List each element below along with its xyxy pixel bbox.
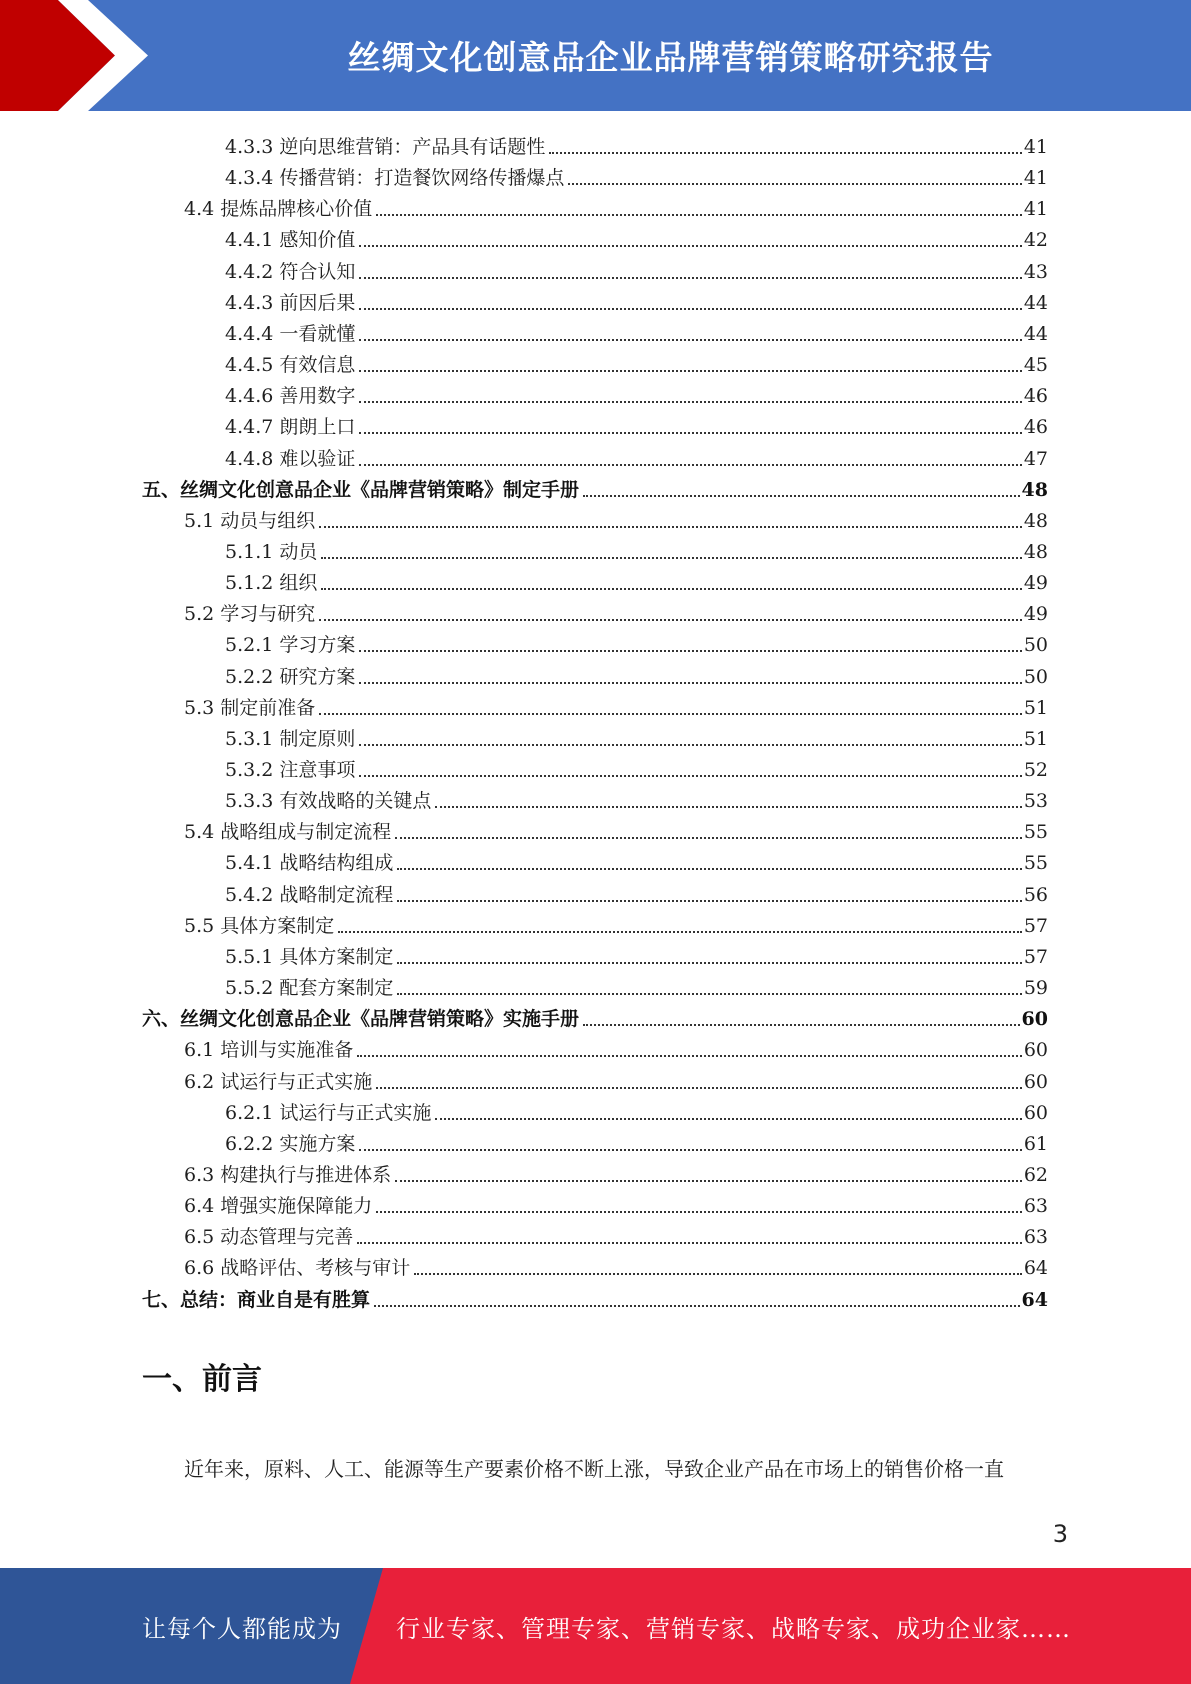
toc-dot-leader [435,1118,1021,1120]
toc-entry-page: 64 [1023,1257,1048,1280]
page-number: 3 [1052,1520,1068,1548]
toc-entry-number: 4.4.7 [225,416,274,439]
toc-entry-title: 有效战略的关键点 [279,790,432,813]
toc-entry-page: 57 [1023,914,1048,937]
toc-dot-leader [397,993,1021,995]
toc-entry-number: 5.1.1 [225,540,274,563]
toc-dot-leader [359,277,1021,279]
toc-entry-title: 战略组成与制定流程 [220,821,392,844]
toc-entry-title: 战略制定流程 [279,883,394,906]
toc-entry-number: 5.4.1 [225,852,274,875]
toc-entry[interactable] [184,1249,1048,1280]
toc-entry-number: 5.4.2 [225,883,274,906]
toc-entry-page: 55 [1023,852,1048,875]
toc-entry[interactable] [225,346,1048,377]
toc-entry-page: 41 [1023,167,1048,190]
toc-entry-page: 64 [1021,1288,1048,1311]
toc-entry-number: 六、 [142,1008,181,1031]
toc-entry[interactable] [184,1156,1048,1187]
toc-entry-title: 试运行与正式实施 [279,1101,432,1124]
toc-dot-leader [376,214,1022,216]
toc-entry-number: 4.4 [184,198,215,221]
toc-dot-leader [414,1273,1022,1275]
section-heading: 一、前言 [142,1362,262,1397]
toc-dot-leader [359,650,1021,652]
toc-entry-number: 4.4.8 [225,447,274,470]
toc-dot-leader [359,1149,1021,1151]
toc-entry[interactable] [184,813,1048,844]
toc-entry-title: 总结：商业自是有胜算 [180,1288,371,1311]
toc-entry-number: 5.5.1 [225,945,274,968]
toc-dot-leader [321,557,1021,559]
toc-entry-title: 动态管理与完善 [220,1226,354,1249]
toc-dot-leader [376,1211,1022,1213]
toc-dot-leader [395,1180,1022,1182]
toc-entry-number: 6.2.2 [225,1132,274,1155]
toc-entry-title: 学习与研究 [220,603,316,626]
toc-entry[interactable] [225,720,1048,751]
toc-entry-number: 5.4 [184,821,215,844]
toc-entry-page: 41 [1023,136,1048,158]
toc-entry[interactable] [225,938,1048,969]
toc-entry-page: 59 [1023,977,1048,1000]
toc-entry-page: 63 [1023,1195,1048,1218]
toc-entry-title: 组织 [279,572,318,595]
toc-entry-page: 50 [1023,634,1048,657]
toc-entry-page: 60 [1021,1008,1048,1031]
toc-entry-number: 5.3.1 [225,727,274,750]
body-paragraph: 近年来，原料、人工、能源等生产要素价格不断上涨，导致企业产品在市场上的销售价格一直 [184,1457,1004,1481]
toc-entry-page: 46 [1023,416,1048,439]
toc-entry-number: 5.3.3 [225,790,274,813]
toc-entry[interactable] [142,1000,1048,1031]
toc-entry-number: 五、 [142,478,181,501]
toc-dot-leader [568,183,1021,185]
toc-dot-leader [583,495,1020,497]
toc-entry-number: 4.4.3 [225,291,274,314]
toc-dot-leader [397,868,1021,870]
toc-entry-number: 6.5 [184,1226,215,1249]
toc-entry-title: 善用数字 [279,385,356,408]
toc-entry-title: 制定原则 [279,727,356,750]
toc-entry[interactable] [225,128,1048,159]
toc-entry-title: 动员 [279,540,318,563]
toc-dot-leader [359,432,1021,434]
toc-entry-number: 6.2 [184,1070,215,1093]
toc-entry-title: 逆向思维营销：产品具有话题性 [279,136,546,158]
toc-entry[interactable] [225,1094,1048,1125]
toc-entry[interactable] [225,564,1048,595]
page-footer [0,1568,1191,1684]
toc-entry-page: 43 [1023,260,1048,283]
header-arrow-icon [0,0,160,111]
toc-dot-leader [359,245,1021,247]
toc-entry-title: 丝绸文化创意品企业《品牌营销策略》实施手册 [180,1008,580,1031]
toc-entry[interactable] [225,221,1048,252]
toc-entry-title: 感知价值 [279,229,356,252]
toc-entry-number: 4.4.1 [225,229,274,252]
toc-dot-leader [397,900,1021,902]
toc-dot-leader [359,339,1021,341]
toc-dot-leader [397,962,1021,964]
toc-entry-title: 培训与实施准备 [220,1039,354,1062]
toc-entry-page: 50 [1023,665,1048,688]
toc-entry[interactable] [142,1281,1048,1312]
toc-entry-number: 5.1.2 [225,572,274,595]
toc-dot-leader [359,370,1021,372]
toc-dot-leader [359,308,1021,310]
toc-entry-number: 4.4.4 [225,322,274,345]
toc-entry-page: 62 [1023,1163,1048,1186]
toc-entry-title: 制定前准备 [220,696,316,719]
toc-entry[interactable] [225,377,1048,408]
toc-entry-number: 5.2.1 [225,634,274,657]
footer-slogan-right: 行业专家、管理专家、营销专家、战略专家、成功企业家…… [396,1614,1071,1643]
toc-entry-title: 难以验证 [279,447,356,470]
toc-entry-title: 前因后果 [279,291,356,314]
toc-dot-leader [374,1305,1020,1307]
toc-entry-page: 44 [1023,322,1048,345]
toc-entry-page: 60 [1023,1039,1048,1062]
toc-entry-page: 47 [1023,447,1048,470]
toc-entry-number: 4.4.6 [225,385,274,408]
toc-entry-page: 53 [1023,790,1048,813]
toc-entry-title: 实施方案 [279,1132,356,1155]
toc-entry-title: 研究方案 [279,665,356,688]
toc-dot-leader [319,713,1022,715]
toc-entry-number: 5.3 [184,696,215,719]
toc-entry-number: 5.3.2 [225,759,274,781]
toc-entry-title: 具体方案制定 [279,945,394,968]
toc-entry[interactable] [225,315,1048,346]
toc-entry-page: 51 [1023,727,1048,750]
toc-entry[interactable] [225,751,1048,782]
toc-entry[interactable] [225,533,1048,564]
toc-entry-page: 42 [1023,229,1048,252]
toc-entry-title: 战略评估、考核与审计 [220,1257,411,1280]
toc-entry-page: 52 [1023,759,1048,781]
toc-entry-title: 战略结构组成 [279,852,394,875]
toc-entry-number: 5.1 [184,509,215,532]
toc-entry-number: 6.3 [184,1163,215,1186]
footer-slogan-left: 让每个人都能成为 [142,1614,342,1643]
toc-entry[interactable] [184,502,1048,533]
toc-entry-title: 构建执行与推进体系 [220,1163,392,1186]
toc-entry-page: 48 [1021,478,1048,501]
toc-entry[interactable] [225,440,1048,471]
toc-entry[interactable] [225,782,1048,813]
toc-entry-page: 55 [1023,821,1048,844]
toc-entry[interactable] [184,907,1048,938]
toc-entry[interactable] [225,159,1048,190]
toc-dot-leader [395,837,1022,839]
toc-entry[interactable] [225,969,1048,1000]
toc-dot-leader [357,1242,1022,1244]
toc-dot-leader [357,1055,1022,1057]
toc-entry-title: 朗朗上口 [279,416,356,439]
toc-entry-title: 增强实施保障能力 [220,1195,373,1218]
toc-entry[interactable] [184,1187,1048,1218]
toc-entry-title: 动员与组织 [220,509,316,532]
toc-dot-leader [338,931,1022,933]
toc-entry-page: 56 [1023,883,1048,906]
toc-entry-number: 6.4 [184,1195,215,1218]
toc-entry[interactable] [225,844,1048,875]
toc-entry[interactable] [225,626,1048,657]
toc-entry-title: 试运行与正式实施 [220,1070,373,1093]
toc-entry-title: 配套方案制定 [279,977,394,1000]
toc-entry-number: 6.2.1 [225,1101,274,1124]
toc-entry-title: 传播营销：打造餐饮网络传播爆点 [279,167,565,190]
toc-entry-number: 4.3.3 [225,136,274,158]
toc-dot-leader [321,588,1021,590]
toc-entry-page: 46 [1023,385,1048,408]
toc-dot-leader [359,744,1021,746]
toc-dot-leader [319,619,1022,621]
toc-entry-number: 4.3.4 [225,167,274,190]
toc-entry-number: 5.2.2 [225,665,274,688]
toc-entry-number: 5.5 [184,914,215,937]
page-header [0,0,1191,111]
toc-entry-number: 5.5.2 [225,977,274,1000]
toc-entry[interactable] [225,253,1048,284]
toc-entry-number: 4.4.5 [225,354,274,377]
toc-entry-title: 符合认知 [279,260,356,283]
toc-entry-title: 丝绸文化创意品企业《品牌营销策略》制定手册 [180,478,580,501]
toc-entry-page: 41 [1023,198,1048,221]
toc-entry-title: 一看就懂 [279,322,356,345]
toc-entry-title: 有效信息 [279,354,356,377]
toc-entry-number: 4.4.2 [225,260,274,283]
toc-entry[interactable] [184,595,1048,626]
toc-entry[interactable] [142,471,1048,502]
toc-entry[interactable] [184,1031,1048,1062]
toc-entry-number: 5.2 [184,603,215,626]
toc-entry-number: 七、 [142,1288,181,1311]
toc-entry[interactable] [225,876,1048,907]
toc-entry-page: 51 [1023,696,1048,719]
toc-entry-title: 提炼品牌核心价值 [220,198,373,221]
toc-entry-page: 49 [1023,603,1048,626]
toc-dot-leader [435,806,1021,808]
toc-entry-page: 60 [1023,1070,1048,1093]
toc-entry-number: 6.6 [184,1257,215,1280]
toc-entry-title: 具体方案制定 [220,914,335,937]
toc-entry-page: 48 [1023,540,1048,563]
toc-dot-leader [359,775,1021,777]
toc-entry[interactable] [184,190,1048,221]
toc-entry[interactable] [225,658,1048,689]
toc-entry-page: 60 [1023,1101,1048,1124]
toc-entry-page: 48 [1023,509,1048,532]
toc-dot-leader [359,464,1021,466]
toc-entry-page: 61 [1023,1132,1048,1155]
toc-entry-title: 学习方案 [279,634,356,657]
toc-dot-leader [319,526,1022,528]
toc-entry[interactable] [225,1125,1048,1156]
toc-entry-number: 6.1 [184,1039,215,1062]
toc-entry-page: 57 [1023,945,1048,968]
toc-entry[interactable] [184,689,1048,720]
toc-dot-leader [359,401,1021,403]
toc-entry-page: 45 [1023,354,1048,377]
toc-entry-page: 63 [1023,1226,1048,1249]
toc-dot-leader [549,152,1021,154]
toc-dot-leader [376,1087,1022,1089]
toc-entry-title: 注意事项 [279,759,356,781]
toc-entry-page: 49 [1023,572,1048,595]
toc-entry[interactable] [184,1218,1048,1249]
toc-dot-leader [359,682,1021,684]
toc-entry[interactable] [225,284,1048,315]
toc-entry[interactable] [184,1063,1048,1094]
document-title: 丝绸文化创意品企业品牌营销策略研究报告 [347,38,994,77]
toc-entry-page: 44 [1023,291,1048,314]
toc-entry[interactable] [225,408,1048,439]
toc-dot-leader [583,1024,1020,1026]
